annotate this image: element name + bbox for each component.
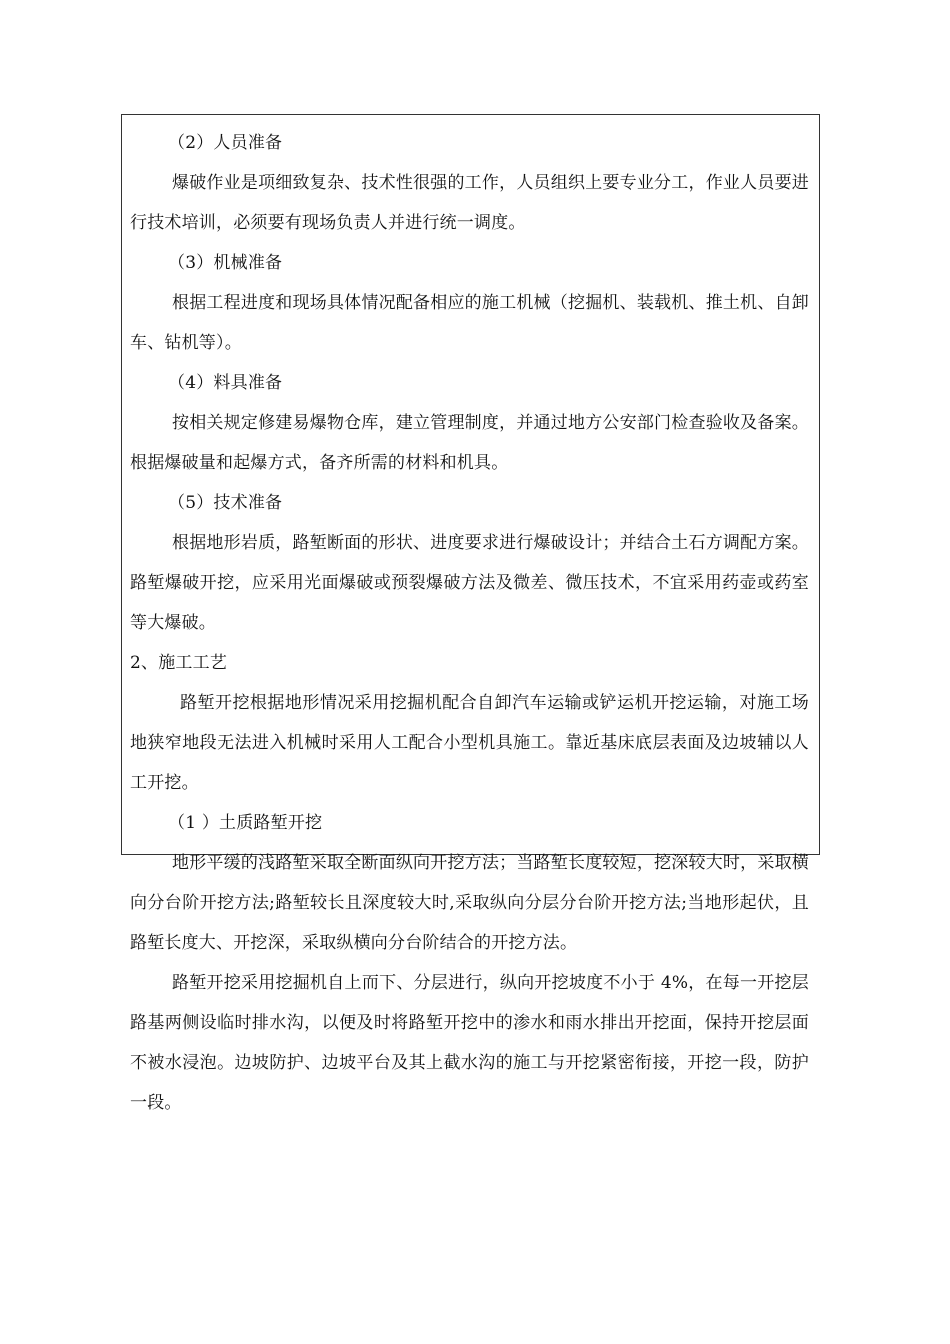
- heading-construction-process: 2、施工工艺: [130, 653, 228, 673]
- paragraph-soil-cutting-procedure: 路堑开挖采用挖掘机自上而下、分层进行，纵向开挖坡度不小于 4%，在每一开挖层路基两侧设临时排水沟，以便及时将路堑开挖中的渗水和雨水排出开挖面，保持开挖层面不被水浸泡。边坡防护、边坡平台及其上截水沟的施工与开挖紧密衔接，开挖一段，防护一段。: [130, 973, 809, 1113]
- heading-personnel-preparation: （2）人员准备: [168, 133, 283, 153]
- document-frame: [121, 114, 820, 1113]
- heading-soil-cutting-excavation: （1 ）土质路堑开挖: [168, 813, 323, 833]
- paragraph-personnel-preparation: 爆破作业是项细致复杂、技术性很强的工作，人员组织上要专业分工，作业人员要进行技术培训，必须要有现场负责人并进行统一调度。: [130, 173, 809, 233]
- document-body: [130, 123, 809, 1123]
- paragraph-materials-preparation: 按相关规定修建易爆物仓库，建立管理制度，并通过地方公安部门检查验收及备案。根据爆破量和起爆方式，备齐所需的材料和机具。: [130, 413, 809, 473]
- paragraph-machinery-preparation: 根据工程进度和现场具体情况配备相应的施工机械（挖掘机、装载机、推土机、自卸车、钻机等）。: [130, 293, 809, 353]
- paragraph-construction-process: 路堑开挖根据地形情况采用挖掘机配合自卸汽车运输或铲运机开挖运输，对施工场地狭窄地段无法进入机械时采用人工配合小型机具施工。靠近基床底层表面及边坡辅以人工开挖。: [130, 693, 809, 793]
- heading-technical-preparation: （5）技术准备: [168, 493, 283, 513]
- paragraph-soil-cutting-methods: 地形平缓的浅路堑采取全断面纵向开挖方法；当路堑长度较短，挖深较大时，采取横向分台阶开挖方法;路堑较长且深度较大时,采取纵向分层分台阶开挖方法;当地形起伏，且路堑长度大、开挖深，采取纵横向分台阶结合的开挖方法。: [130, 853, 809, 953]
- heading-machinery-preparation: （3）机械准备: [168, 253, 283, 273]
- heading-materials-preparation: （4）料具准备: [168, 373, 283, 393]
- paragraph-technical-preparation: 根据地形岩质，路堑断面的形状、进度要求进行爆破设计；并结合土石方调配方案。路堑爆破开挖，应采用光面爆破或预裂爆破方法及微差、微压技术，不宜采用药壶或药室等大爆破。: [130, 533, 809, 633]
